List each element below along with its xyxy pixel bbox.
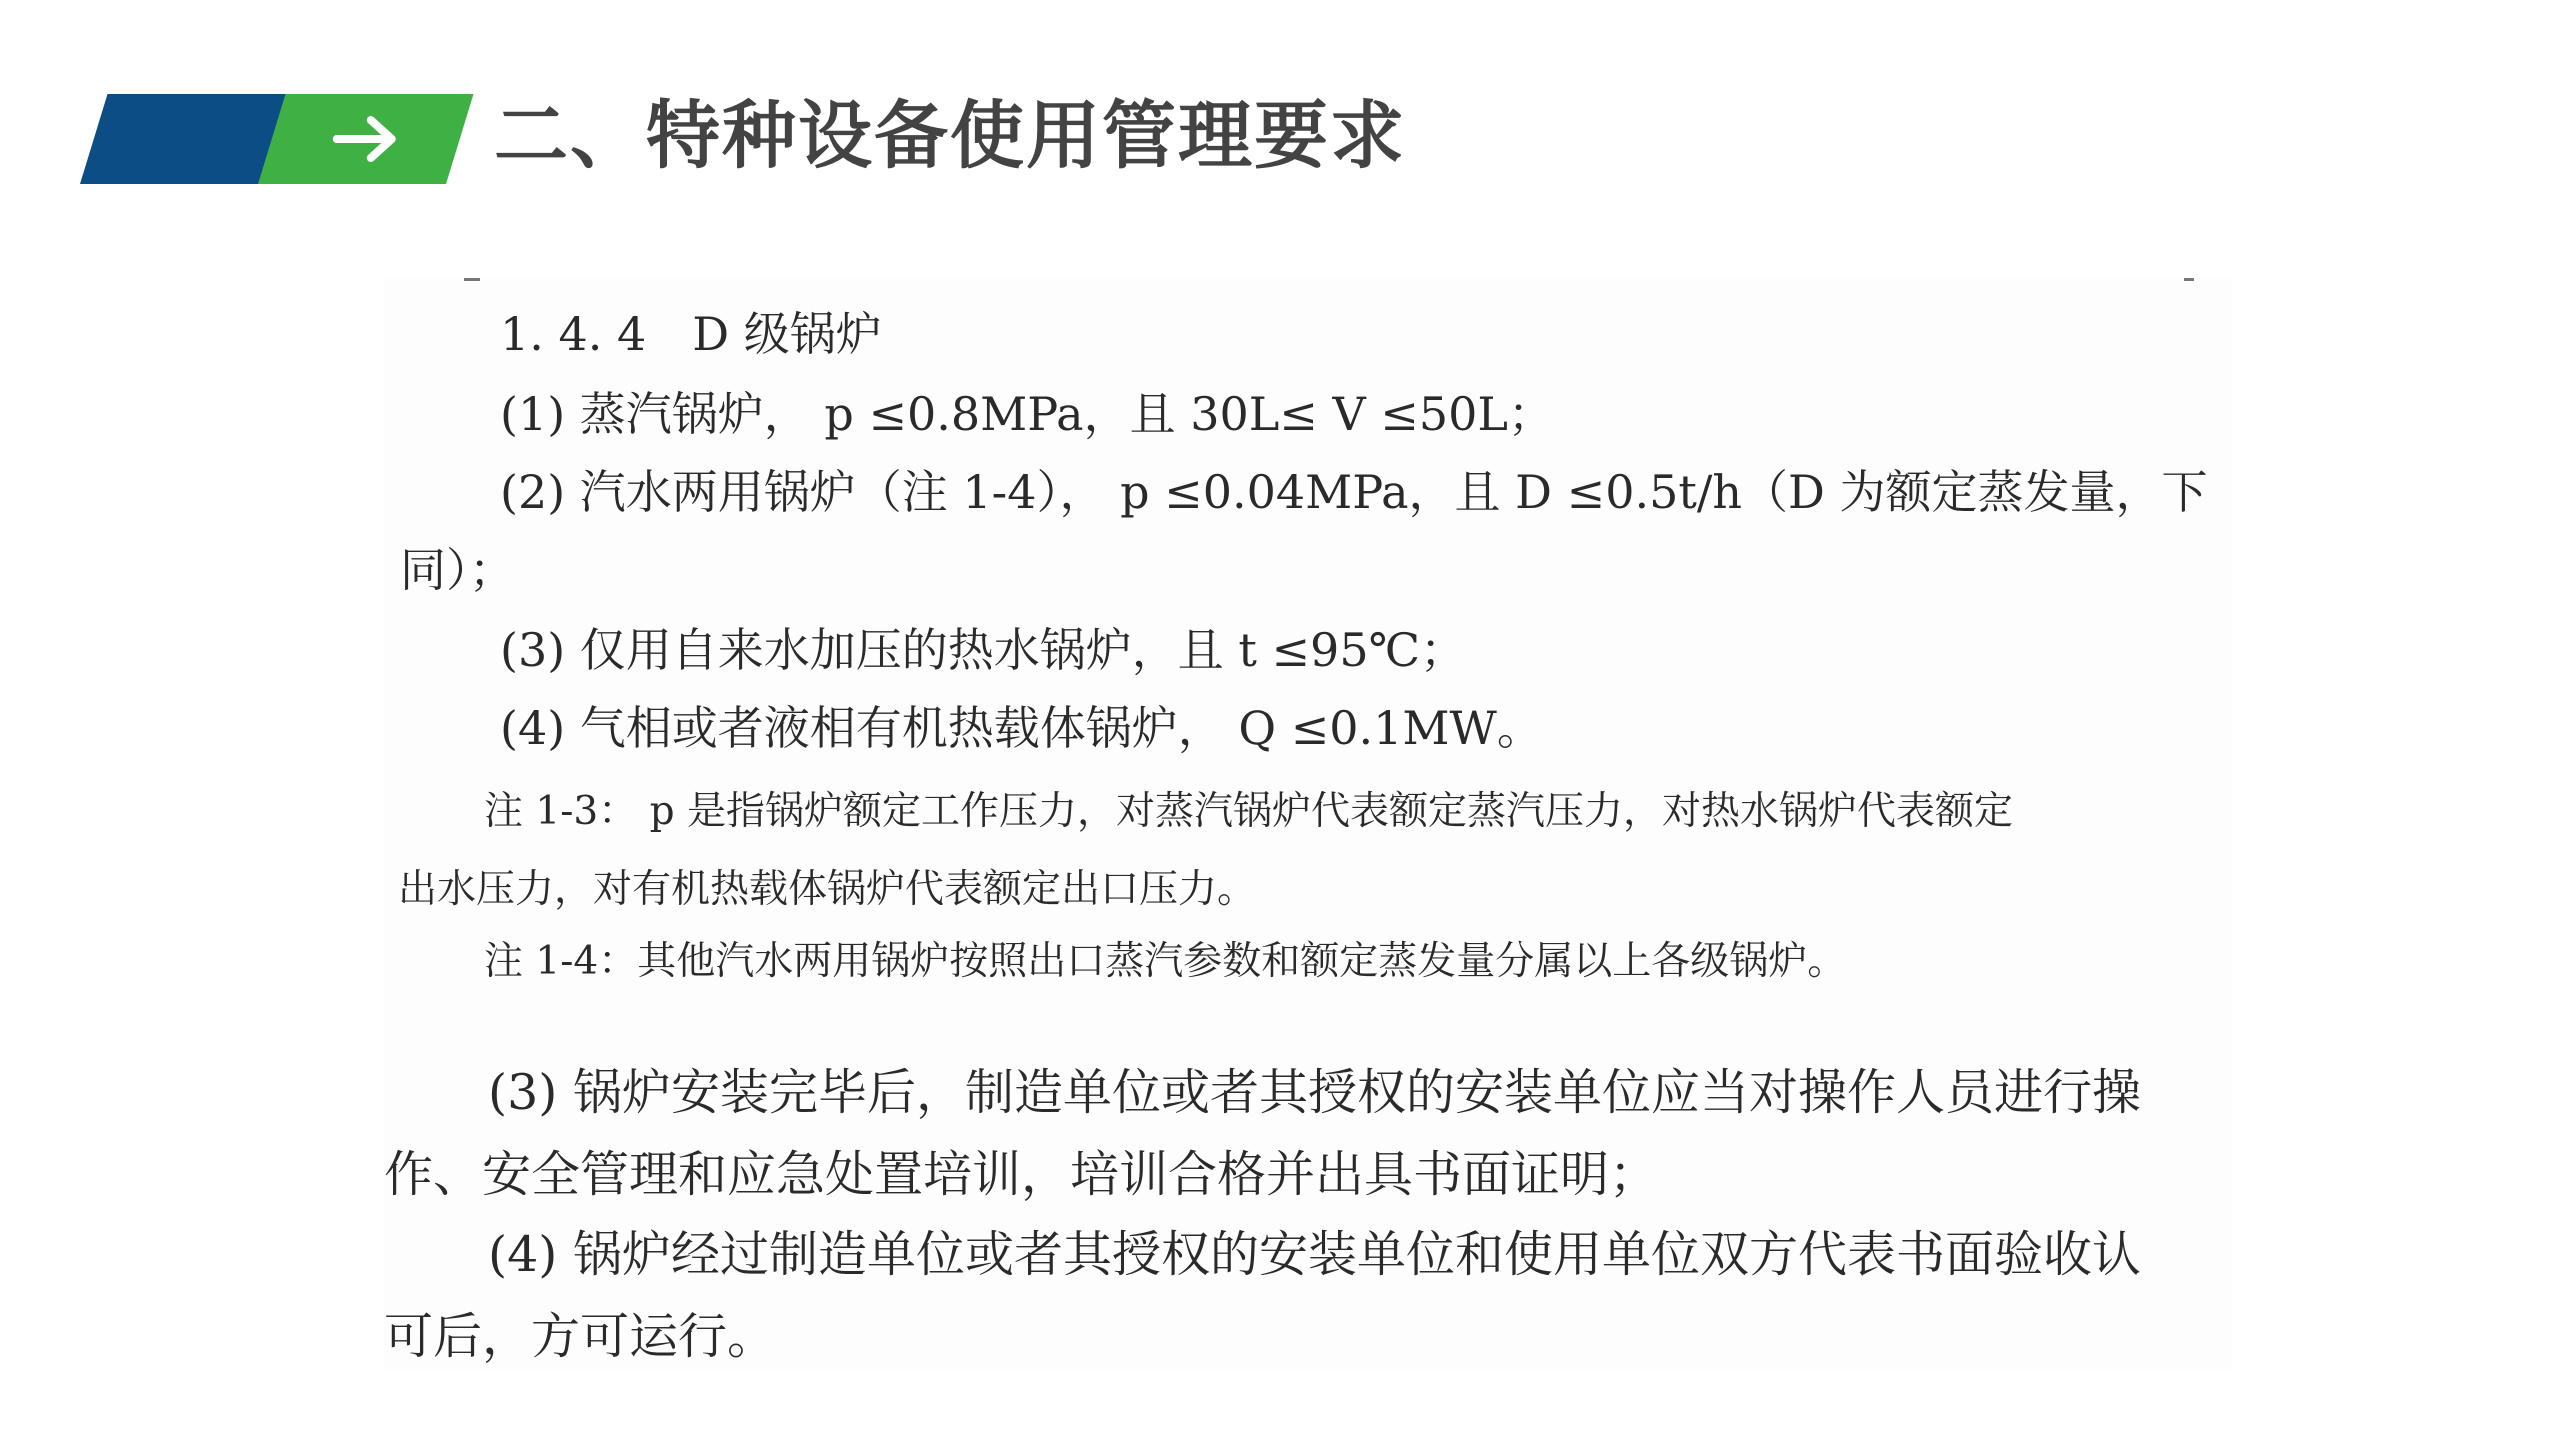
scanned-document: [384, 278, 2232, 1370]
slide-title: 二、特种设备使用管理要求: [494, 93, 1406, 179]
paragraph: (4) 锅炉经过制造单位或者其授权的安装单位和使用单位双方代表书面验收认: [488, 1226, 2141, 1283]
paragraph-continuation: 可后，方可运行。: [384, 1308, 777, 1365]
scan-mark: [2184, 278, 2194, 281]
right-arrow-icon: [331, 114, 401, 164]
list-item: (1) 蒸汽锅炉， p ≤0.8MPa，且 30L≤ V ≤50L；: [500, 387, 1554, 441]
note: 注 1-3： p 是指锅炉额定工作压力，对蒸汽锅炉代表额定蒸汽压力，对热水锅炉代表额定: [484, 789, 2013, 834]
paragraph-continuation: 作、安全管理和应急处置培训，培训合格并出具书面证明；: [384, 1146, 1659, 1203]
list-item: (4) 气相或者液相有机热载体锅炉， Q ≤0.1MW。: [500, 701, 1543, 755]
header-green-parallelogram: [258, 94, 474, 184]
note: 注 1-4：其他汽水两用锅炉按照出口蒸汽参数和额定蒸发量分属以上各级锅炉。: [484, 939, 1847, 984]
list-item: (2) 汽水两用锅炉（注 1-4）， p ≤0.04MPa，且 D ≤0.5t/h（D 为额定蒸发量，下: [500, 465, 2208, 519]
section-heading: 1. 4. 4 D 级锅炉: [500, 307, 882, 361]
list-item: (3) 仅用自来水加压的热水锅炉，且 t ≤95℃；: [500, 623, 1467, 677]
paragraph: (3) 锅炉安装完毕后，制造单位或者其授权的安装单位应当对操作人员进行操: [488, 1064, 2141, 1121]
note-continuation: 出水压力，对有机热载体锅炉代表额定出口压力。: [398, 867, 1257, 912]
list-item-continuation: 同）；: [400, 543, 515, 597]
scan-mark: [464, 278, 480, 281]
